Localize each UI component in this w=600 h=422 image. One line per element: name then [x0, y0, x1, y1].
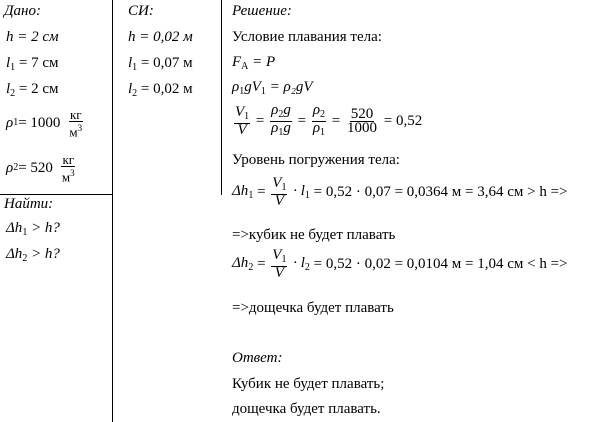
si-l2	[128, 82, 193, 99]
given-rho1-unit-den: м	[69, 124, 78, 140]
solution-conclusion1: =>кубик не будет плавать	[232, 227, 396, 243]
find-q1-sub: 1	[22, 227, 28, 238]
given-h: h = 2 см	[6, 29, 59, 45]
given-header-text: Дано	[4, 3, 36, 19]
divider-given-si	[112, 0, 113, 422]
given-l2-symbol: l	[6, 81, 11, 97]
given-l1-symbol: l	[6, 55, 11, 71]
si-header-text: СИ	[128, 3, 149, 19]
answer-header-text: Ответ	[232, 350, 278, 366]
given-l2	[6, 82, 59, 99]
answer-line1: Кубик не будет плавать;	[232, 376, 385, 392]
find-q1	[6, 221, 60, 238]
answer-header: Ответ:	[232, 350, 283, 366]
si-l1-symbol: l	[128, 55, 133, 71]
given-l2-value: = 2 см	[15, 81, 59, 97]
si-l2-value: = 0,02 м	[137, 81, 193, 97]
given-l1	[6, 56, 59, 73]
find-q2-sub: 2	[22, 253, 28, 264]
given-rho2-unit-num: кг	[62, 152, 75, 167]
given-l1-value: = 7 см	[15, 55, 59, 71]
given-rho1-unit-exp: 3	[77, 123, 83, 133]
solution-eq2-rhs: = ρ₂gV	[269, 79, 313, 95]
given-rho2-sub: 2	[13, 162, 19, 174]
divider-si-solution	[221, 0, 222, 195]
solution-eq1-rhs: = P	[252, 54, 276, 70]
frac-1000-den: 1000	[346, 120, 377, 136]
given-rho1	[6, 108, 85, 138]
given-rho2-unit	[61, 153, 76, 183]
solution-eq3: $\frac{V_1}{V}$ = $\frac{\rho_2g}{\rho_1g}$ = $\frac{\rho_2}{\rho_1}$ = $\frac{520}{1000}$ = 0,52	[235, 102, 423, 138]
frac-520-num: 520	[350, 106, 374, 122]
solution-dh1-tail: = 0,52 · 0,07 = 0,0364 м = 3,64 см > h =>	[313, 184, 568, 200]
given-rho1-unit	[68, 108, 83, 138]
given-rho2-symbol: ρ	[6, 159, 14, 176]
find-q1-symbol: Δh	[6, 220, 23, 236]
si-l2-sub: 2	[132, 88, 138, 99]
solution-dh1: $\Delta h_1$ = $\frac{V_1}{V}$ · $l_1$ = 0,52 · 0,07 = 0,0364 м = 3,64 см > h =>	[232, 175, 568, 209]
given-rho2	[6, 153, 78, 183]
find-q2-symbol: Δh	[6, 246, 23, 262]
given-rho1-sub: 1	[13, 117, 19, 129]
given-rho2-value: = 520	[18, 159, 53, 176]
frac-rho2g-rho1g: $\frac{\rho_2g}{\rho_1g}$	[271, 102, 291, 138]
frac-v1-v-3: $\frac{V_1}{V}$	[272, 247, 287, 281]
solution-eq3-result: = 0,52	[383, 113, 423, 129]
solution-condition: Условие плавания тела:	[232, 29, 382, 45]
find-header-text: Найти	[4, 196, 49, 212]
find-header: Найти:	[4, 196, 54, 212]
si-h: h = 0,02 м	[128, 29, 193, 45]
solution-dh2: $\Delta h_2$ = $\frac{V_1}{V}$ · $l_2$ = 0,52 · 0,02 = 0,0104 м = 1,04 см < h =>	[232, 247, 568, 281]
frac-v1-v: $\frac{V_1}{V}$	[235, 104, 250, 138]
solution-eq1: $F_A = P$	[232, 54, 276, 72]
given-rho1-value: = 1000	[18, 114, 61, 131]
given-l2-sub: 2	[10, 88, 16, 99]
frac-520-1000	[346, 108, 378, 135]
given-rho1-unit-num: кг	[69, 107, 82, 122]
solution-header: Решение:	[232, 3, 292, 19]
find-q2-rest: > h?	[27, 246, 60, 262]
given-header: Дано:	[4, 3, 41, 19]
solution-dh2-tail: = 0,52 · 0,02 = 0,0104 м = 1,04 см < h =>	[313, 256, 568, 272]
given-l1-sub: 1	[10, 62, 16, 73]
divider-given-find	[0, 194, 113, 195]
given-rho2-unit-den: м	[61, 169, 71, 185]
given-rho1-symbol: ρ	[6, 114, 14, 131]
given-rho2-unit-exp: 3	[70, 168, 75, 178]
si-l1-value: = 0,07 м	[137, 55, 193, 71]
frac-v1-v-2: $\frac{V_1}{V}$	[272, 175, 287, 209]
frac-rho2-rho1: $\frac{\rho_2}{\rho_1}$	[312, 102, 326, 138]
si-l1-sub: 1	[132, 62, 138, 73]
answer-line2: дощечка будет плавать.	[232, 401, 381, 417]
si-l1	[128, 56, 193, 73]
solution-conclusion2: =>дощечка будет плавать	[232, 300, 394, 316]
solution-header-text: Решение	[232, 3, 287, 19]
si-header: СИ:	[128, 3, 154, 19]
find-q2	[6, 247, 60, 264]
solution-eq2: $\rho_1gV_1 = \rho_2gV$	[232, 79, 313, 97]
si-l2-symbol: l	[128, 81, 133, 97]
find-q1-rest: > h?	[27, 220, 60, 236]
solution-depth-title: Уровень погружения тела:	[232, 152, 400, 168]
